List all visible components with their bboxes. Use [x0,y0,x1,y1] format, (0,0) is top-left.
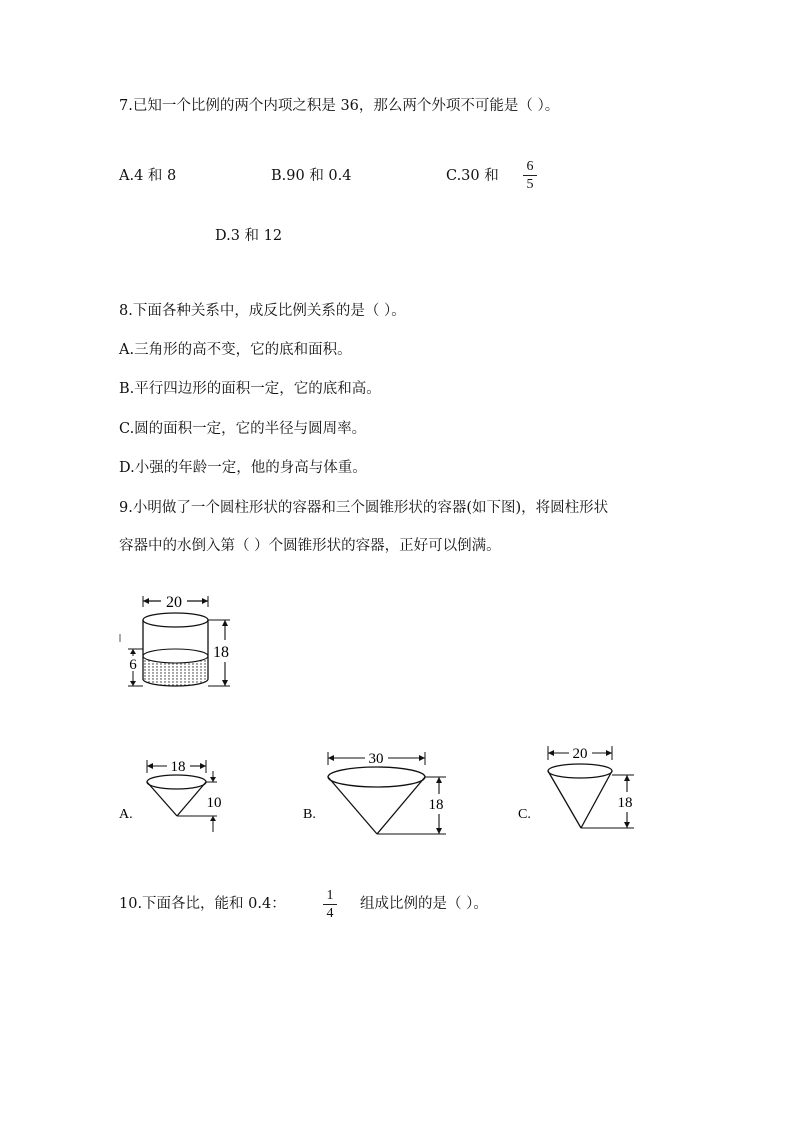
q10-stem-prefix: 10.下面各比，能和 0.4： [119,896,286,912]
q8-stem: 8.下面各种关系中，成反比例关系的是（ ）。 [119,303,406,319]
q10-fraction [323,888,337,921]
q8-option-d: D.小强的年龄一定，他的身高与体重。 [119,460,367,476]
cone-a-diameter-label: 18 [170,759,186,775]
cone-c-diameter-label: 20 [572,746,588,762]
cylinder-diameter-label: 20 [166,594,182,611]
q8-option-b: B.平行四边形的面积一定，它的底和高。 [119,381,381,397]
cone-c-height-label: 18 [617,795,633,811]
q7-option-b: B.90 和 0.4 [271,168,352,184]
cone-a-label: A. [119,807,133,822]
q7-stem: 7.已知一个比例的两个内项之积是 36，那么两个外项不可能是（ ）。 [119,98,560,114]
q7-option-a: A.4 和 8 [119,168,177,184]
fraction-denominator: 5 [526,177,534,192]
q8-option-a: A.三角形的高不变，它的底和面积。 [119,342,352,358]
q9-stem-line2: 容器中的水倒入第（ ）个圆锥形状的容器，正好可以倒满。 [119,538,501,554]
q9-stem-line1: 9.小明做了一个圆柱形状的容器和三个圆锥形状的容器(如下图)，将圆柱形状 [119,500,609,516]
cone-a-height-label: 10 [206,795,222,811]
cylinder-water-height-label: 6 [129,657,137,673]
cone-b-height-label: 18 [428,797,444,813]
q7-option-c: C.30 和 [446,168,499,184]
q10-stem-suffix: 组成比例的是（ ）。 [360,896,488,912]
cone-b-diameter-label: 30 [368,751,384,767]
q7-option-d: D.3 和 12 [215,228,283,244]
fraction-numerator: 1 [323,888,337,905]
cone-c-label: C. [518,807,531,822]
fraction-numerator: 6 [523,159,537,176]
fraction-denominator: 4 [326,906,334,921]
q8-option-c: C.圆的面积一定，它的半径与圆周率。 [119,421,367,437]
cylinder-height-label: 18 [213,644,229,661]
cone-b-label: B. [303,807,316,822]
